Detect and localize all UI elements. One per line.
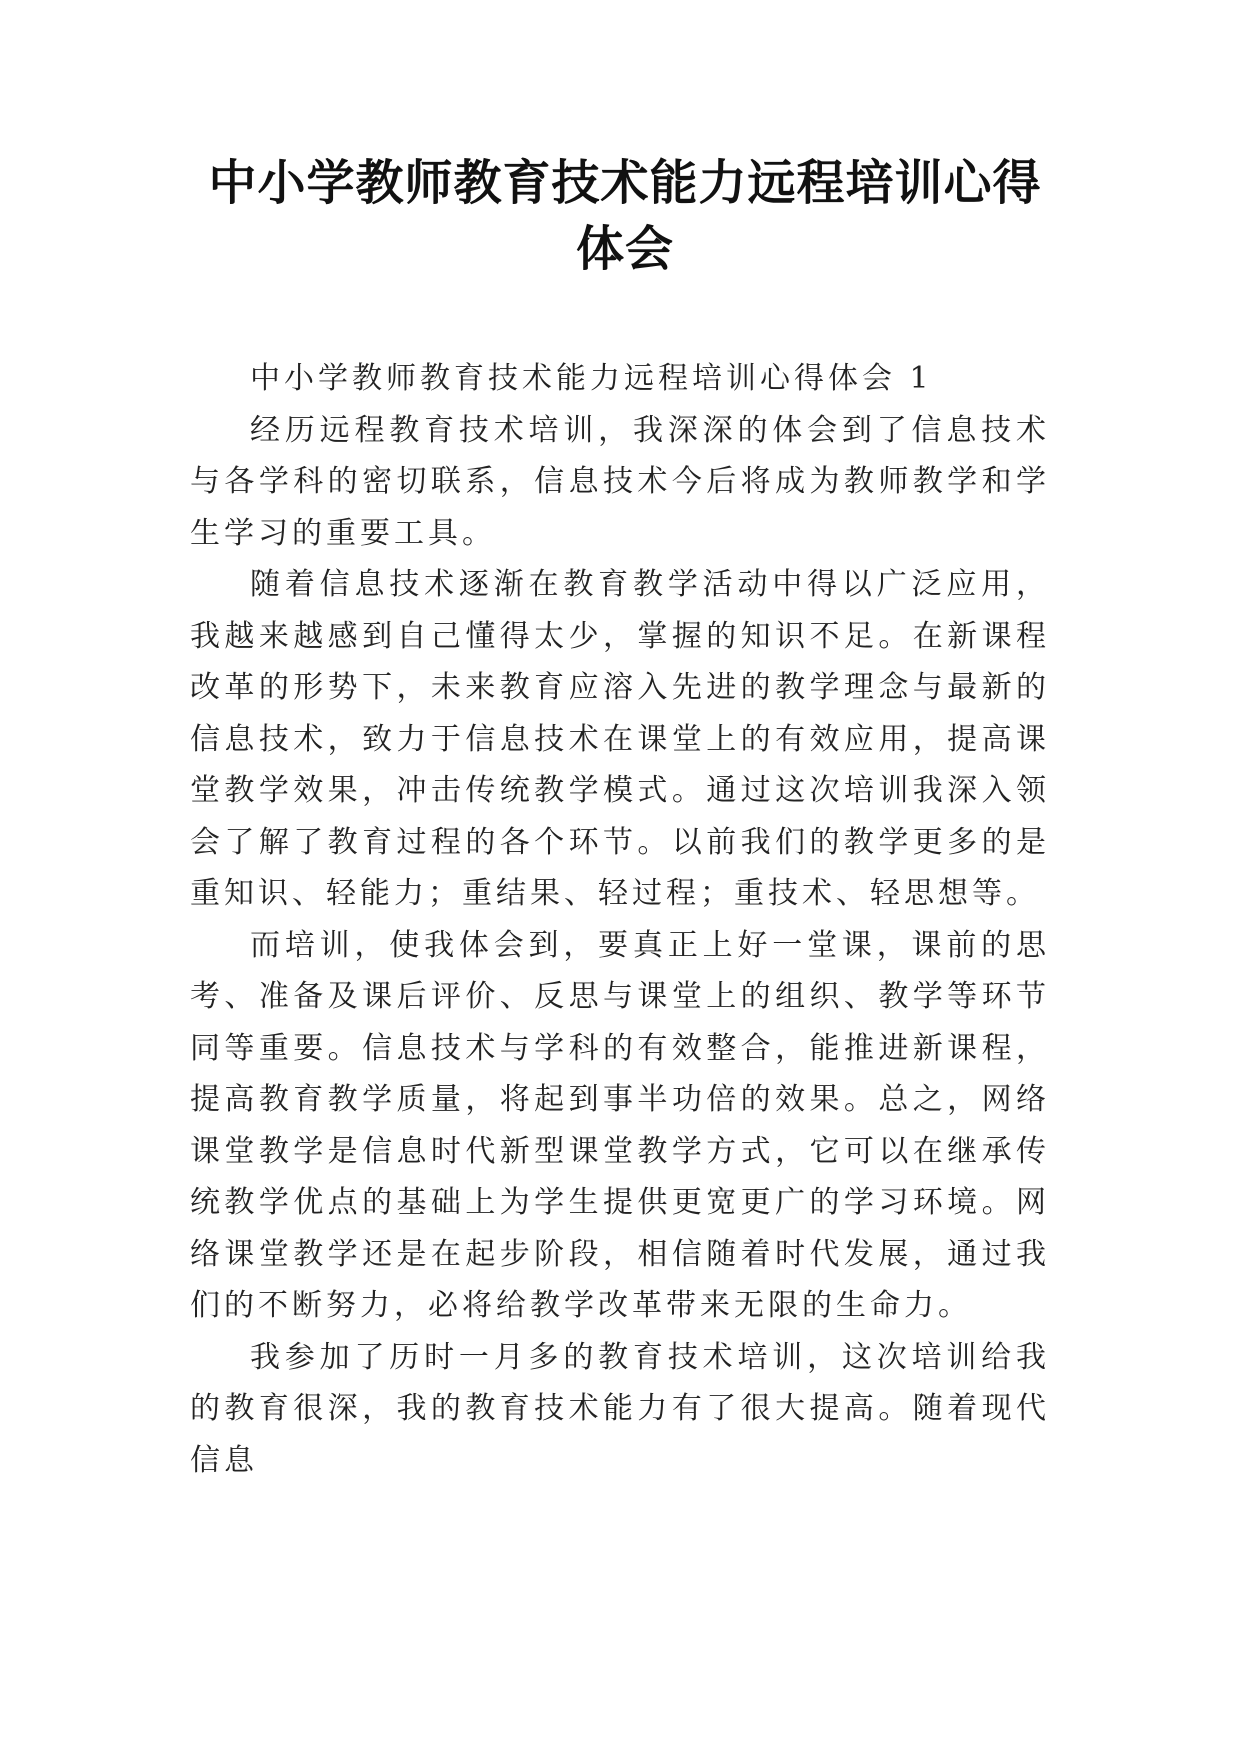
paragraph: 经历远程教育技术培训，我深深的体会到了信息技术与各学科的密切联系，信息技术今后将成为教师教学和学生学习的重要工具。 xyxy=(190,412,1050,551)
paragraph: 随着信息技术逐渐在教育教学活动中得以广泛应用，我越来越感到自己懂得太少，掌握的知识不足。在新课程改革的形势下，未来教育应溶入先进的教学理念与最新的信息技术，致力于信息技术在课堂上的有效应用，提高课堂教学效果，冲击传统教学模式。通过这次培训我深入领会了解了教育过程的各个环节。以前我们的教学更多的是重知识、轻能力；重结果、轻过程；重技术、轻思想等。 xyxy=(190,567,1050,911)
document-title: 中小学教师教育技术能力远程培训心得体会 xyxy=(208,155,1042,277)
document-body xyxy=(190,353,1050,1486)
paragraph: 而培训，使我体会到，要真正上好一堂课，课前的思考、准备及课后评价、反思与课堂上的组织、教学等环节同等重要。信息技术与学科的有效整合，能推进新课程，提高教育教学质量，将起到事半功倍的效果。总之，网络课堂教学是信息时代新型课堂教学方式，它可以在继承传统教学优点的基础上为学生提供更宽更广的学习环境。网络课堂教学还是在起步阶段，相信随着时代发展，通过我们的不断努力，必将给教学改革带来无限的生命力。 xyxy=(190,927,1050,1323)
paragraph: 我参加了历时一月多的教育技术培训，这次培训给我的教育很深，我的教育技术能力有了很大提高。随着现代信息 xyxy=(190,1339,1050,1478)
paragraph-subtitle: 中小学教师教育技术能力远程培训心得体会 1 xyxy=(250,361,933,396)
